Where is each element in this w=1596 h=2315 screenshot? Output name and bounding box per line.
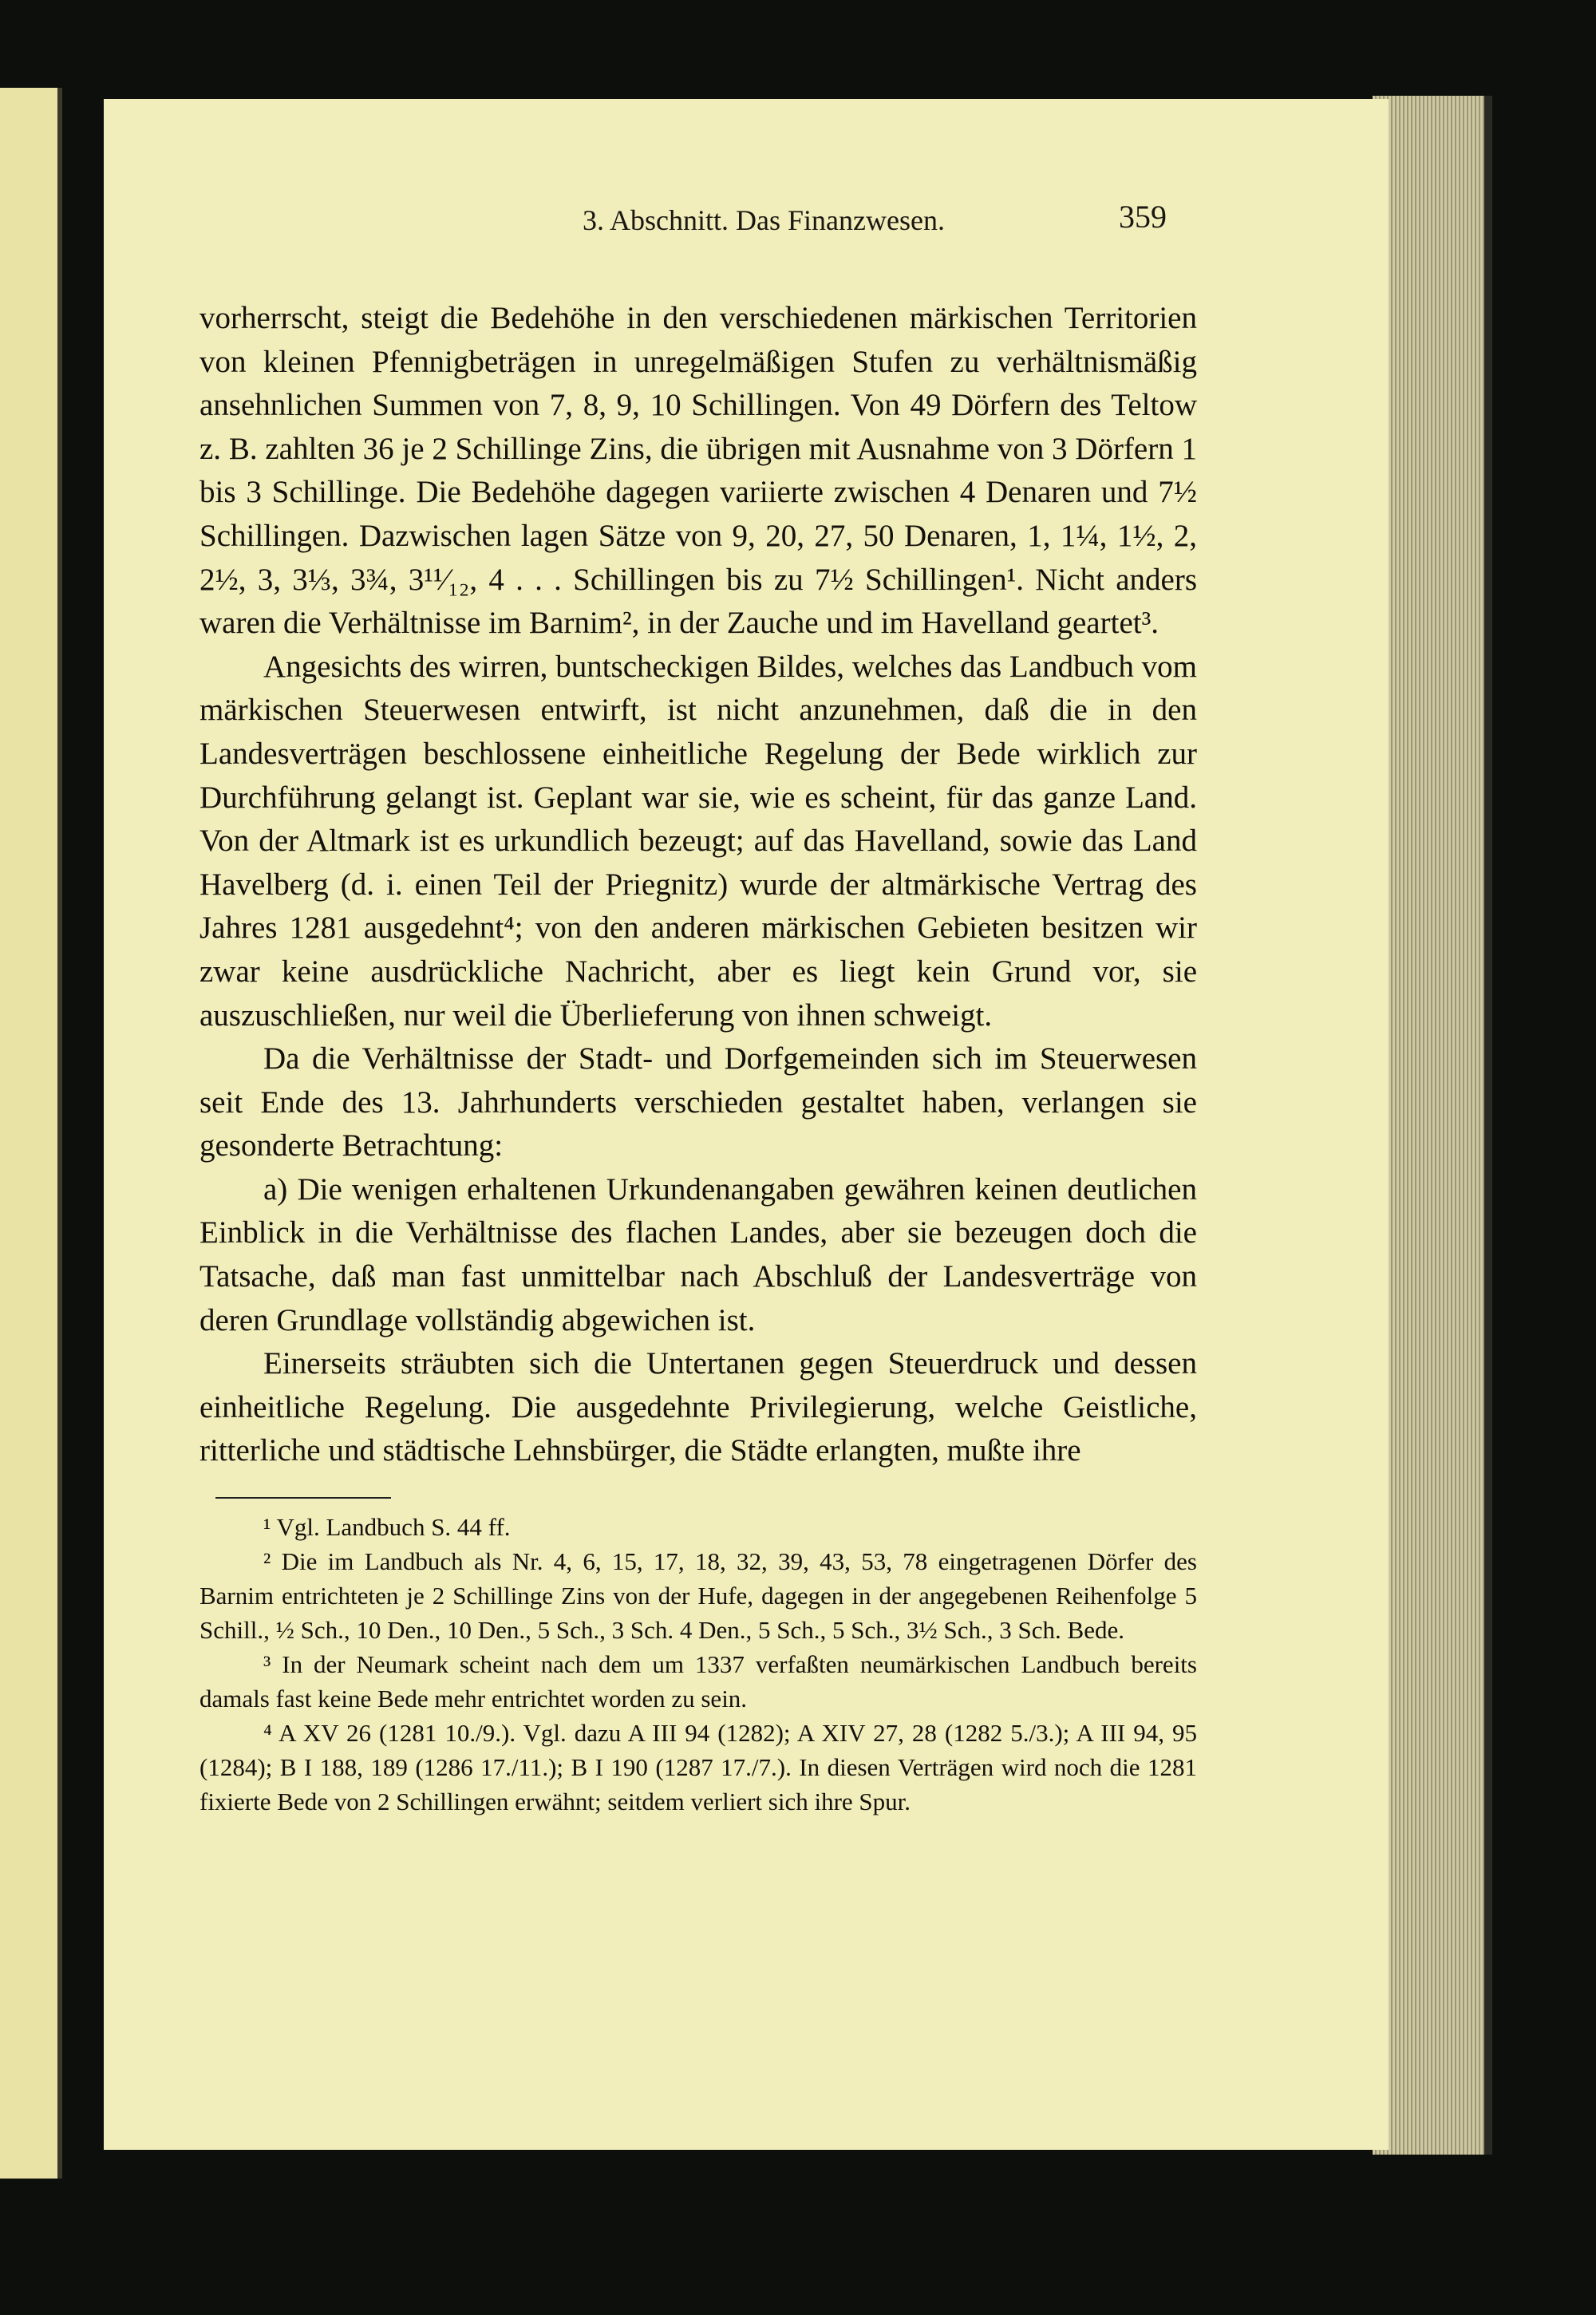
- paragraph: Da die Verhältnisse der Stadt- und Dorfgemeinden sich im Steuerwesen seit Ende des 13. Jahrhunderts verschieden gestaltet haben, verlangen sie gesonderte Betrachtung:: [200, 1041, 1197, 1163]
- body-text: [200, 297, 1197, 1473]
- paragraph: a) Die wenigen erhaltenen Urkundenangaben gewähren keinen deutlichen Einblick in die Verhältnisse des flachen Landes, aber sie bezeugen doch die Tatsache, daß man fast unmittelbar nach Abschluß der Landesverträge von deren Grundlage vollständig abgewichen ist.: [200, 1171, 1197, 1337]
- book-page: [104, 99, 1389, 2150]
- facing-page-edge: [0, 88, 62, 2179]
- paragraph: Einerseits sträubten sich die Untertanen gegen Steuerdruck und dessen einheitliche Regelung. Die ausgedehnte Privilegierung, welche Geistliche, ritterliche und städtische Lehnsbürger, die Städte erlangten, mußte ihre: [200, 1346, 1197, 1468]
- running-title: 3. Abschnitt. Das Finanzwesen.: [583, 204, 945, 236]
- footnote: ⁴ A XV 26 (1281 10./9.). Vgl. dazu A III 94 (1282); A XIV 27, 28 (1282 5./3.); A III 94, 95 (1284); B I 188, 189 (1286 17./11.); B I 190 (1287 17./7.). In diesen Verträgen wird noch die 1281 fixierte Bede von 2 Schillingen erwähnt; seitdem verliert sich ihre Spur.: [200, 1719, 1197, 1816]
- footnotes: [200, 1510, 1197, 1819]
- footnote: ³ In der Neumark scheint nach dem um 1337 verfaßten neumärkischen Landbuch bereits damals fast keine Bede mehr entrichtet worden zu sein.: [200, 1650, 1197, 1713]
- footnote-divider: [215, 1497, 391, 1499]
- page-number: 359: [1119, 199, 1167, 235]
- paragraph: Angesichts des wirren, buntscheckigen Bildes, welches das Landbuch vom märkischen Steuerwesen entwirft, ist nicht anzunehmen, daß die in den Landesverträgen beschlossene einheitliche Regelung der Bede wirklich zur Durchführung gelangt ist. Geplant war sie, wie es scheint, für das ganze Land. Von der Altmark ist es urkundlich bezeugt; auf das Havelland, sowie das Land Havelberg (d. i. einen Teil der Priegnitz) wurde der altmärkische Vertrag des Jahres 1281 ausgedehnt⁴; von den anderen märkischen Gebieten besitzen wir zwar keine ausdrückliche Nachricht, aber es liegt kein Grund vor, sie auszuschließen, nur weil die Überlieferung von ihnen schweigt.: [200, 649, 1197, 1033]
- footnote: ¹ Vgl. Landbuch S. 44 ff.: [263, 1513, 511, 1542]
- page-stack-edge: [1373, 96, 1492, 2155]
- page-header: [104, 199, 1389, 251]
- footnote: ² Die im Landbuch als Nr. 4, 6, 15, 17, 18, 32, 39, 43, 53, 78 eingetragenen Dörfer des Barnim entrichteten je 2 Schillinge Zins von der Hufe, dagegen in der angegebenen Reihenfolge 5 Schill., ½ Sch., 10 Den., 10 Den., 5 Sch., 3 Sch. 4 Den., 5 Sch., 5 Sch., 3½ Sch., 3 Sch. Bede.: [200, 1547, 1197, 1645]
- paragraph: vorherrscht, steigt die Bedehöhe in den verschiedenen märkischen Territorien von kleinen Pfennigbeträgen in unregelmäßigen Stufen zu verhältnismäßig ansehnlichen Summen von 7, 8, 9, 10 Schillingen. Von 49 Dörfern des Teltow z. B. zahlten 36 je 2 Schillinge Zins, die übrigen mit Ausnahme von 3 Dörfern 1 bis 3 Schillinge. Die Bedehöhe dagegen variierte zwischen 4 Denaren und 7½ Schillingen. Dazwischen lagen Sätze von 9, 20, 27, 50 Denaren, 1, 1¼, 1½, 2, 2½, 3, 3⅓, 3¾, 3¹¹⁄₁₂, 4 . . . Schillingen bis zu 7½ Schillingen¹. Nicht anders waren die Verhältnisse im Barnim², in der Zauche und im Havelland geartet³.: [200, 301, 1197, 641]
